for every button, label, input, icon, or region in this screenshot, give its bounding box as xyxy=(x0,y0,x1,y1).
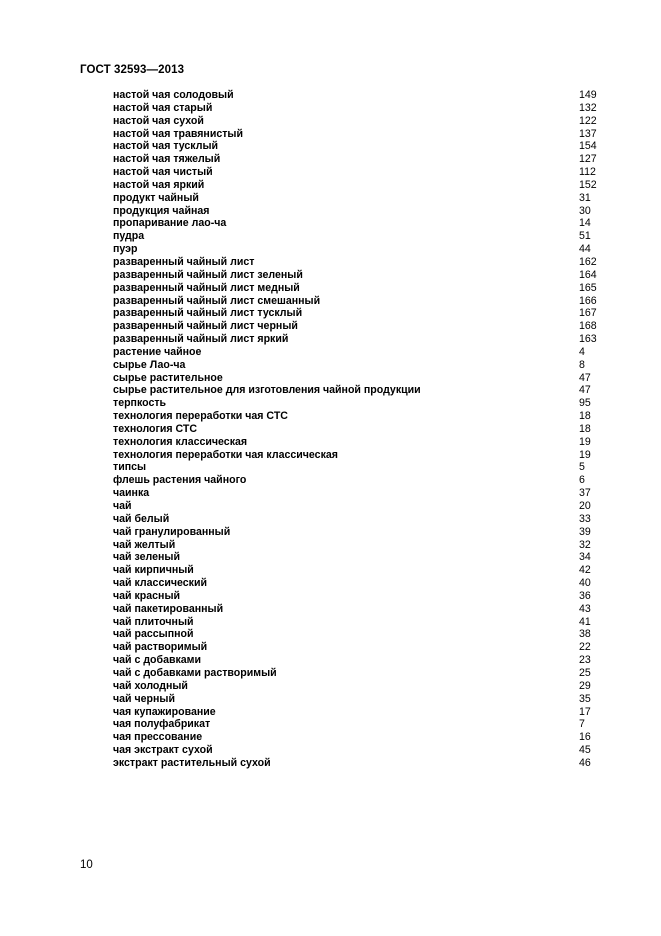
index-page-ref: 37 xyxy=(579,487,591,500)
index-entry xyxy=(113,577,601,590)
document-header: ГОСТ 32593—2013 xyxy=(80,64,185,76)
index-term: экстракт растительный сухой xyxy=(113,756,271,769)
index-page-ref: 152 xyxy=(579,178,597,191)
index-entry xyxy=(113,295,601,308)
index-term: флешь растения чайного xyxy=(113,474,247,487)
index-entry xyxy=(113,423,601,436)
index-entry xyxy=(113,192,601,205)
index-page-ref: 42 xyxy=(579,564,591,577)
index-entry xyxy=(113,102,601,115)
index-term: чай красный xyxy=(113,589,181,602)
index-term: разваренный чайный лист зеленый xyxy=(113,268,303,281)
index-page-ref: 95 xyxy=(579,397,591,410)
index-page-ref: 19 xyxy=(579,448,591,461)
index-page-ref: 8 xyxy=(579,358,585,371)
index-page-ref: 16 xyxy=(579,731,591,744)
index-term: чай белый xyxy=(113,512,170,525)
index-term: технология классическая xyxy=(113,435,248,448)
index-entry xyxy=(113,128,601,141)
index-entry xyxy=(113,487,601,500)
index-entry xyxy=(113,243,601,256)
index-term: чай пакетированный xyxy=(113,602,224,615)
index-entry xyxy=(113,680,601,693)
index-term: технология СТС xyxy=(113,422,198,435)
index-entry xyxy=(113,461,601,474)
index-entry xyxy=(113,551,601,564)
index-term: настой чая тусклый xyxy=(113,140,219,153)
index-term: сырье растительное для изготовления чайной продукции xyxy=(113,384,421,397)
index-term: настой чая чистый xyxy=(113,166,213,179)
index-entry xyxy=(113,166,601,179)
index-term: чай с добавками xyxy=(113,654,202,667)
index-term: чай классический xyxy=(113,577,207,590)
index-page-ref: 167 xyxy=(579,307,597,320)
index-page-ref: 163 xyxy=(579,333,597,346)
index-page-ref: 38 xyxy=(579,628,591,641)
index-entry xyxy=(113,526,601,539)
index-entry xyxy=(113,307,601,320)
index-page-ref: 149 xyxy=(579,89,597,101)
index-term: разваренный чайный лист яркий xyxy=(113,333,289,346)
index-page-ref: 30 xyxy=(579,204,591,217)
index-page-ref: 33 xyxy=(579,512,591,525)
index-term: настой чая травянистый xyxy=(113,127,243,140)
index-page-ref: 5 xyxy=(579,461,585,474)
index-entry xyxy=(113,603,601,616)
index-term: чая прессование xyxy=(113,731,203,744)
index-term: чай кирпичный xyxy=(113,564,194,577)
index-term: настой чая сухой xyxy=(113,114,204,127)
index-term: чай холодный xyxy=(113,679,188,692)
index-page-ref: 29 xyxy=(579,679,591,692)
index-term: настой чая тяжелый xyxy=(113,153,221,166)
index-page-ref: 166 xyxy=(579,294,597,307)
index-page-ref: 168 xyxy=(579,320,597,333)
index-term: чай xyxy=(113,500,132,512)
index-page-ref: 47 xyxy=(579,384,591,397)
index-entry xyxy=(113,449,601,462)
index-entry xyxy=(113,217,601,230)
index-term: разваренный чайный лист черный xyxy=(113,320,298,333)
index-page-ref: 39 xyxy=(579,525,591,538)
index-term: продукция чайная xyxy=(113,204,210,217)
index-term: чай растворимый xyxy=(113,641,208,654)
index-page-ref: 51 xyxy=(579,230,591,243)
index-entry xyxy=(113,333,601,346)
index-page-ref: 23 xyxy=(579,654,591,667)
index-term: чай желтый xyxy=(113,538,176,551)
index-entry xyxy=(113,115,601,128)
index-page-ref: 164 xyxy=(579,268,597,281)
index-page-ref: 165 xyxy=(579,281,597,294)
index-entry xyxy=(113,269,601,282)
index-term: терпкость xyxy=(113,397,167,410)
index-entry xyxy=(113,256,601,269)
index-page-ref: 31 xyxy=(579,191,591,204)
index-entry xyxy=(113,616,601,629)
index-entry xyxy=(113,397,601,410)
index-page-ref: 162 xyxy=(579,255,597,268)
index-term: чая купажирование xyxy=(113,705,216,718)
index-term: настой чая старый xyxy=(113,101,213,114)
index-term: чай черный xyxy=(113,692,175,705)
index-page-ref: 14 xyxy=(579,217,591,230)
index-page-ref: 137 xyxy=(579,127,597,140)
index-page-ref: 6 xyxy=(579,474,585,487)
index-term: чай плиточный xyxy=(113,615,194,628)
index-term: разваренный чайный лист смешанный xyxy=(113,294,321,307)
index-term: настой чая яркий xyxy=(113,178,205,191)
index-page-ref: 132 xyxy=(579,101,597,114)
index-page-ref: 34 xyxy=(579,551,591,564)
index-entry xyxy=(113,474,601,487)
index-page-ref: 40 xyxy=(579,577,591,590)
index-term: технология переработки чая классическая xyxy=(113,448,338,461)
index-page-ref: 45 xyxy=(579,744,591,757)
index-term: чая экстракт сухой xyxy=(113,744,213,757)
index-page-ref: 18 xyxy=(579,422,591,435)
index-entry xyxy=(113,89,601,102)
page-number: 10 xyxy=(80,859,93,871)
index-entry xyxy=(113,282,601,295)
index-entry xyxy=(113,693,601,706)
index-entry xyxy=(113,513,601,526)
index-entry xyxy=(113,590,601,603)
index-entry xyxy=(113,654,601,667)
index-entry xyxy=(113,539,601,552)
index-term: настой чая солодовый xyxy=(113,89,234,101)
index-term: технология переработки чая СТС xyxy=(113,410,288,423)
index-entry xyxy=(113,628,601,641)
alphabetical-index xyxy=(113,89,601,770)
index-entry xyxy=(113,718,601,731)
index-term: пропаривание лао-ча xyxy=(113,217,227,230)
index-page-ref: 127 xyxy=(579,153,597,166)
index-page-ref: 32 xyxy=(579,538,591,551)
index-entry xyxy=(113,757,601,770)
index-term: чая полуфабрикат xyxy=(113,718,211,731)
index-term: разваренный чайный лист xyxy=(113,255,255,268)
index-entry xyxy=(113,410,601,423)
index-term: чай гранулированный xyxy=(113,525,231,538)
index-term: чай рассыпной xyxy=(113,628,194,641)
index-entry xyxy=(113,346,601,359)
index-term: чай зеленый xyxy=(113,551,180,564)
index-page-ref: 47 xyxy=(579,371,591,384)
index-page-ref: 22 xyxy=(579,641,591,654)
index-entry xyxy=(113,744,601,757)
index-term: чай с добавками растворимый xyxy=(113,666,277,679)
index-page-ref: 46 xyxy=(579,756,591,769)
index-entry xyxy=(113,667,601,680)
index-term: пуэр xyxy=(113,243,138,256)
index-page-ref: 122 xyxy=(579,114,597,127)
index-page-ref: 112 xyxy=(579,166,596,179)
index-entry xyxy=(113,205,601,218)
index-entry xyxy=(113,706,601,719)
index-entry xyxy=(113,500,601,513)
index-term: сырье Лао-ча xyxy=(113,358,186,371)
index-page-ref: 20 xyxy=(579,500,591,512)
index-page-ref: 7 xyxy=(579,718,585,731)
index-entry xyxy=(113,320,601,333)
index-term: чаинка xyxy=(113,487,150,500)
index-page-ref: 4 xyxy=(579,345,585,358)
index-entry xyxy=(113,179,601,192)
index-entry xyxy=(113,384,601,397)
index-term: типсы xyxy=(113,461,147,474)
index-term: растение чайное xyxy=(113,345,202,358)
index-entry xyxy=(113,731,601,744)
index-page-ref: 44 xyxy=(579,243,591,256)
index-page-ref: 36 xyxy=(579,589,591,602)
index-entry xyxy=(113,641,601,654)
index-entry xyxy=(113,230,601,243)
index-term: разваренный чайный лист тусклый xyxy=(113,307,303,320)
index-term: продукт чайный xyxy=(113,191,199,204)
index-entry xyxy=(113,153,601,166)
index-page-ref: 25 xyxy=(579,666,591,679)
index-entry xyxy=(113,372,601,385)
index-entry xyxy=(113,140,601,153)
index-page-ref: 35 xyxy=(579,692,591,705)
index-entry xyxy=(113,359,601,372)
index-term: сырье растительное xyxy=(113,371,223,384)
index-entry xyxy=(113,436,601,449)
index-page-ref: 18 xyxy=(579,410,591,423)
index-page-ref: 19 xyxy=(579,435,591,448)
index-page-ref: 154 xyxy=(579,140,597,153)
index-entry xyxy=(113,564,601,577)
index-page-ref: 17 xyxy=(579,705,591,718)
index-term: пудра xyxy=(113,230,145,243)
index-page-ref: 43 xyxy=(579,602,591,615)
index-term: разваренный чайный лист медный xyxy=(113,281,300,294)
index-page-ref: 41 xyxy=(579,615,591,628)
